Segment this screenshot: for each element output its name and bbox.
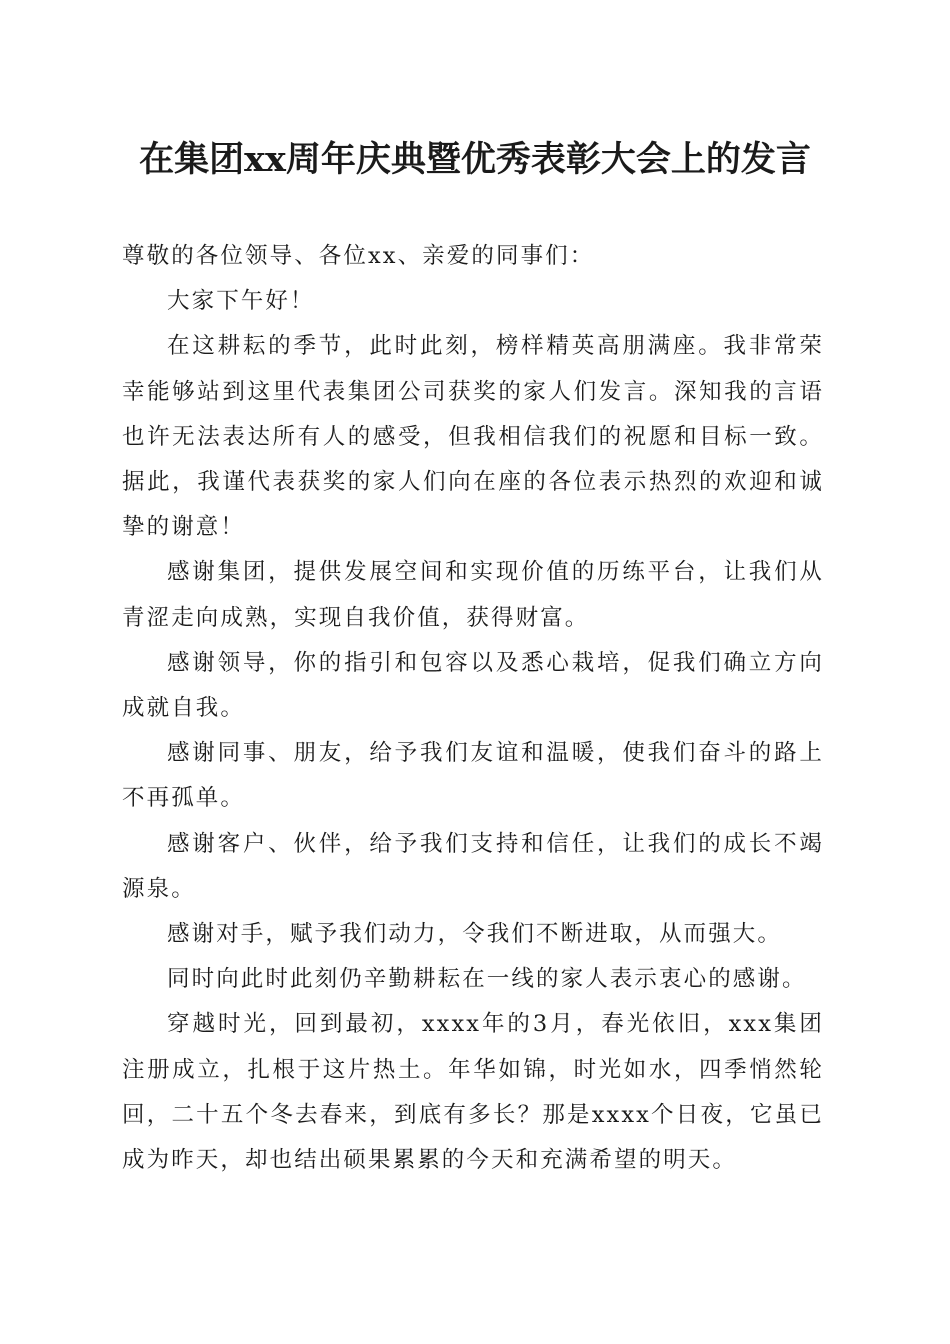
paragraph-thanks-colleagues: 感谢同事、朋友，给予我们友谊和温暖，使我们奋斗的路上不再孤单。 bbox=[122, 740, 824, 812]
paragraph-thanks-rivals: 感谢对手，赋予我们动力，令我们不断进取，从而强大。 bbox=[167, 921, 783, 948]
paragraph-opening: 在这耕耘的季节，此时此刻，榜样精英高朋满座。我非常荣幸能够站到这里代表集团公司获奖的家人们发言。深知我的言语也许无法表达所有人的感受，但我相信我们的祝愿和目标一致。据此，我谨代表获奖的家人们向在座的各位表示热烈的欢迎和诚挚的谢意！ bbox=[122, 333, 824, 541]
paragraph-greeting: 大家下午好！ bbox=[167, 288, 315, 315]
paragraph-thanks-frontline: 同时向此时此刻仍辛勤耕耘在一线的家人表示衷心的感谢。 bbox=[167, 966, 807, 993]
document-body bbox=[122, 234, 824, 1183]
salutation: 尊敬的各位领导、各位xx、亲爱的同事们： bbox=[122, 243, 595, 269]
paragraph-history: 穿越时光，回到最初，xxxx年的3月，春光依旧，xxx集团注册成立，扎根于这片热土。年华如锦，时光如水，四季悄然轮回，二十五个冬去春来，到底有多长？那是xxxx个日夜，它虽已成为昨天，却也结出硕果累累的今天和充满希望的明天。 bbox=[122, 1011, 824, 1174]
paragraph-thanks-leaders: 感谢领导，你的指引和包容以及悉心栽培，促我们确立方向成就自我。 bbox=[122, 649, 824, 722]
paragraph-thanks-clients: 感谢客户、伙伴，给予我们支持和信任，让我们的成长不竭源泉。 bbox=[122, 830, 824, 902]
paragraph-thanks-group: 感谢集团，提供发展空间和实现价值的历练平台，让我们从青涩走向成熟，实现自我价值，获得财富。 bbox=[122, 559, 824, 631]
document-title: 在集团xx周年庆典暨优秀表彰大会上的发言 bbox=[139, 139, 811, 180]
